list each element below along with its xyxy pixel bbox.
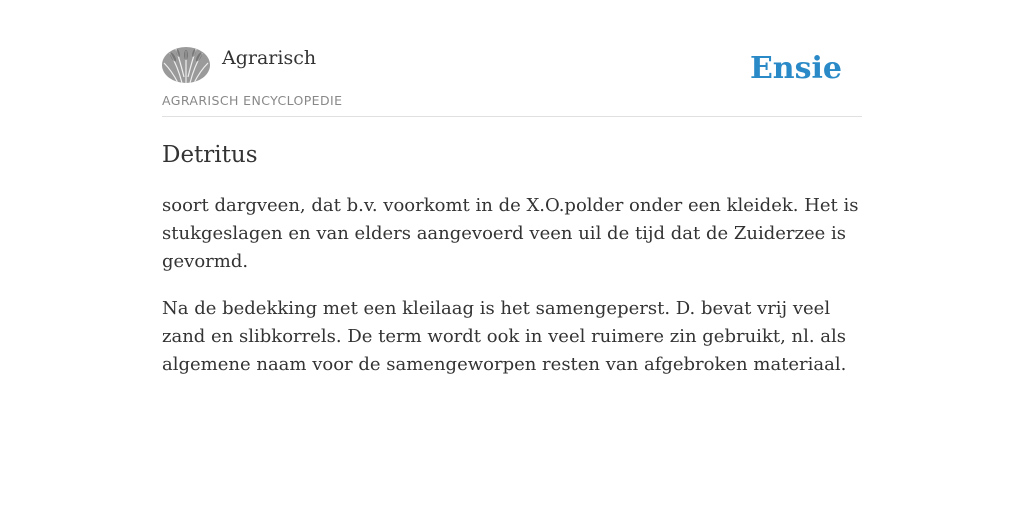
entry-body [162,192,862,398]
entry-title: Detritus [162,142,258,168]
header [162,0,862,117]
brand-logo-link[interactable]: Ensie [749,51,842,86]
entry-paragraph: soort dargveen, dat b.v. voorkomt in de X.O.polder onder een kleidek. Het is stukgeslagen en van elders aangevoerd veen uil de tijd dat de Zuiderzee is gevormd. [162,195,859,272]
source-title-link[interactable]: Agrarisch [222,47,317,69]
entry-paragraph: Na de bedekking met een kleilaag is het samengeperst. D. bevat vrij veel zand en slibkorrels. De term wordt ook in veel ruimere zin gebruikt, nl. als algemene naam voor de samengeworpen resten van afgebroken materiaal. [162,298,847,375]
source-subtitle: AGRARISCH ENCYCLOPEDIE [162,93,343,108]
wheat-logo-icon[interactable] [162,47,210,83]
